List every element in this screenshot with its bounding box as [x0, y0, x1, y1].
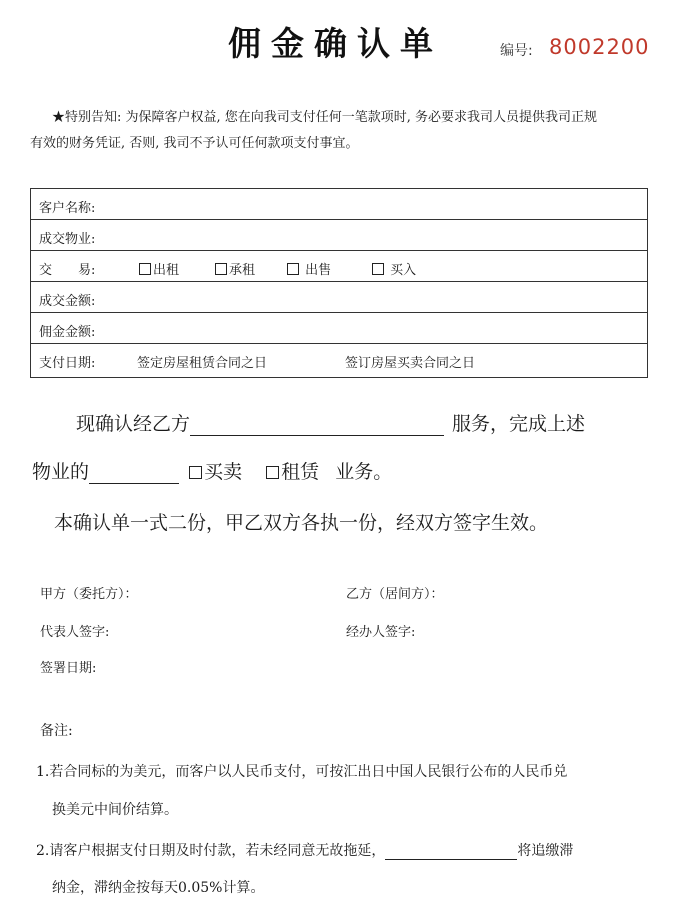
property-blank[interactable] — [89, 465, 179, 484]
signing-date-label: 签署日期: — [40, 661, 97, 676]
checkbox-icon[interactable] — [266, 466, 279, 479]
remark-2-line-1 — [36, 840, 573, 860]
confirmation-text: 业务。 — [335, 461, 393, 483]
transaction-amount-label: 成交金额: — [39, 294, 96, 309]
option-rent-out[interactable]: 出租 — [139, 259, 179, 278]
transaction-label: 交 易: — [39, 263, 96, 278]
party-b-label: 乙方（居间方）： — [346, 587, 444, 602]
checkbox-icon[interactable] — [215, 263, 227, 275]
confirmation-text: 服务，完成上述 — [452, 413, 586, 435]
option-buy[interactable]: 买入 — [372, 259, 416, 278]
confirmation-text: 物业的 — [32, 461, 90, 483]
payment-date-label: 支付日期: — [39, 356, 96, 371]
document-title: 佣金确认单 — [228, 24, 443, 63]
checkbox-icon[interactable] — [287, 263, 299, 275]
option-sale-label: 买卖 — [204, 461, 243, 483]
remark-2-line-2: 纳金，滞纳金按每天0.05%计算。 — [52, 880, 265, 896]
checkbox-icon[interactable] — [189, 466, 202, 479]
checkbox-icon[interactable] — [372, 263, 384, 275]
serial-number-label: 编号: — [500, 43, 533, 59]
amount-row — [31, 282, 647, 313]
remarks-title: 备注: — [40, 723, 73, 739]
commission-amount-label: 佣金金额: — [39, 325, 96, 340]
confirmation-line-3: 本确认单一式二份，甲乙双方各执一份，经双方签字生效。 — [54, 512, 549, 534]
confirmation-text: 现确认经乙方 — [76, 413, 191, 435]
confirmation-line-1 — [76, 409, 585, 436]
info-table — [30, 188, 648, 378]
payment-row — [31, 344, 647, 378]
customer-name-label: 客户名称: — [39, 201, 96, 216]
property-row — [31, 220, 647, 251]
payment-option-lease: 签定房屋租赁合同之日 — [137, 356, 268, 371]
commission-row — [31, 313, 647, 344]
remark-text: 2.请客户根据支付日期及时付款，若未经同意无故拖延， — [36, 843, 386, 859]
overdue-blank[interactable] — [385, 841, 517, 860]
notice-line-1: ★特别告知: 为保障客户权益, 您在向我司支付任何一笔款项时, 务必要求我司人员提供我司正规 — [52, 110, 598, 125]
remark-1-line-2: 换美元中间价结算。 — [52, 802, 178, 818]
serial-number: 8002200 — [549, 35, 650, 59]
confirmation-line-2 — [32, 457, 392, 484]
payment-option-sale: 签订房屋买卖合同之日 — [345, 356, 476, 371]
customer-row — [31, 189, 647, 220]
remark-1-line-1: 1.若合同标的为美元，而客户以人民币支付，可按汇出日中国人民银行公布的人民币兑 — [36, 764, 568, 780]
property-label: 成交物业: — [39, 232, 96, 247]
remark-text: 将追缴滞 — [517, 843, 574, 859]
party-a-label: 甲方（委托方）： — [40, 587, 138, 602]
option-rent-label: 租赁 — [281, 461, 320, 483]
notice-line-2: 有效的财务凭证, 否则, 我司不予认可任何款项支付事宜。 — [30, 136, 359, 151]
service-provider-blank[interactable] — [190, 417, 444, 436]
transaction-row — [31, 251, 647, 282]
agent-signature-label: 经办人签字: — [346, 625, 416, 640]
option-lease[interactable]: 承租 — [215, 259, 255, 278]
option-sell[interactable]: 出售 — [287, 259, 331, 278]
checkbox-icon[interactable] — [139, 263, 151, 275]
representative-signature-label: 代表人签字: — [40, 625, 110, 640]
